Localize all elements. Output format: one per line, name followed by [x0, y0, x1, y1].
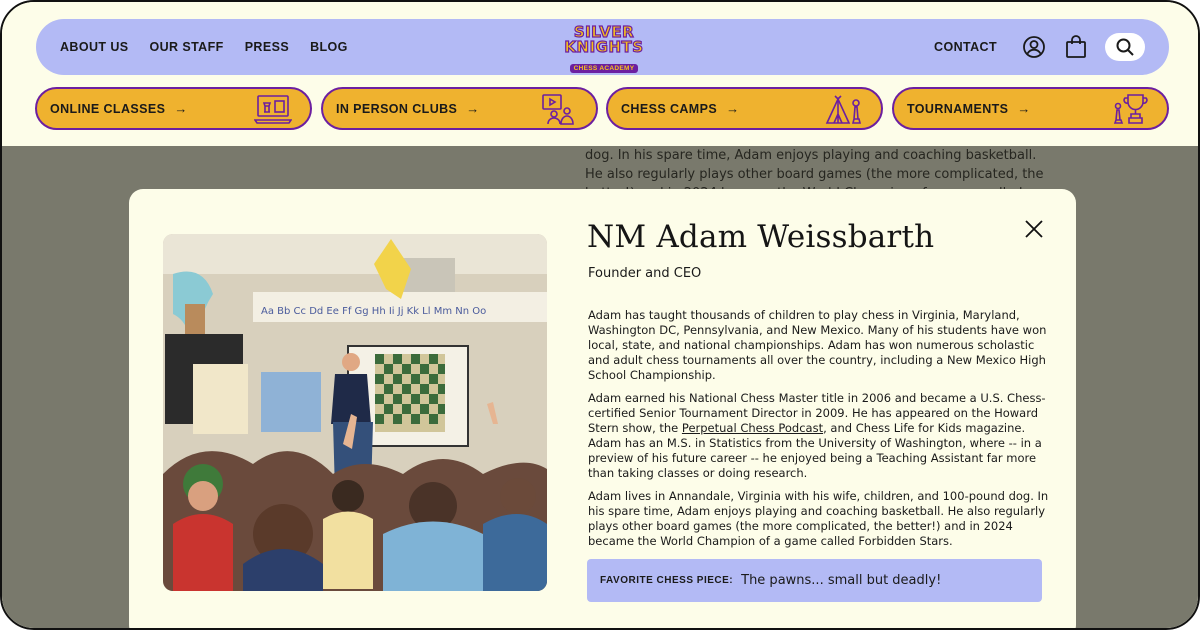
arrow-right-icon: →: [726, 101, 740, 116]
bio-text: Adam earned his National Chess Master title in 2006 and became a U.S. Chess-certified Senior Tournament Director in 2009. He has appeared on the Howard Stern show, the: [588, 391, 1046, 435]
category-label: ONLINE CLASSES: [50, 101, 166, 116]
favorite-piece-label: FAVORITE CHESS PIECE:: [600, 575, 734, 586]
nav-link-blog[interactable]: BLOG: [310, 40, 348, 54]
nav-links: [60, 19, 348, 75]
nav-link-about-us[interactable]: ABOUT US: [60, 40, 129, 54]
staff-name: NM Adam Weissbarth: [587, 219, 935, 255]
trophy-icon: [1111, 93, 1149, 125]
category-in-person-clubs[interactable]: [321, 87, 598, 130]
arrow-right-icon: →: [466, 101, 480, 116]
category-label: CHESS CAMPS: [621, 101, 718, 116]
tent-chess-icon: [825, 93, 863, 125]
bio-paragraph-2: [588, 391, 1050, 481]
search-icon: [1115, 37, 1135, 57]
laptop-chess-icon: [254, 93, 292, 125]
category-tournaments[interactable]: [892, 87, 1169, 130]
bio-paragraph-3: Adam lives in Annandale, Virginia with his wife, children, and 100-pound dog. In his spare time, Adam enjoys playing and coaching basketball. He also regularly plays other board games (the more complicated, the better!) and in 2024 became the World Champion of a game called Forbidden Stars.: [588, 489, 1049, 548]
staff-photo: [163, 234, 547, 591]
favorite-piece-box: [587, 559, 1042, 602]
category-online-classes[interactable]: [35, 87, 312, 130]
logo-line-silver: SILVER: [573, 23, 635, 41]
bio-text: , and Chess Life for Kids magazine. Adam has an M.S. in Statistics from the University of Washington, where -- in a preview of his future career -- he enjoyed being a Teaching Assistant far more than taking classes or doing research.: [588, 421, 1042, 480]
classroom-photo: [163, 234, 547, 591]
nav-right: [934, 19, 1145, 75]
nav-link-press[interactable]: PRESS: [244, 40, 290, 54]
search-button[interactable]: [1105, 33, 1145, 61]
staff-role: Founder and CEO: [588, 266, 702, 281]
site-logo[interactable]: [559, 23, 649, 72]
nav-link-our-staff[interactable]: OUR STAFF: [149, 40, 224, 54]
classroom-icon: [540, 93, 578, 125]
arrow-right-icon: →: [1017, 101, 1031, 116]
arrow-right-icon: →: [174, 101, 188, 116]
category-row: [35, 87, 1169, 130]
staff-bio: [588, 308, 1050, 557]
close-icon: [1022, 217, 1046, 241]
nav-link-contact[interactable]: CONTACT: [934, 40, 997, 54]
perpetual-chess-podcast-link[interactable]: Perpetual Chess Podcast: [681, 421, 824, 435]
logo-line-academy: CHESS ACADEMY: [570, 64, 639, 73]
category-label: TOURNAMENTS: [907, 101, 1009, 116]
close-button[interactable]: [1022, 217, 1046, 241]
site-header: [2, 2, 1200, 146]
bag-icon[interactable]: [1063, 34, 1089, 60]
bio-paragraph-1: Adam has taught thousands of children to play chess in Virginia, Maryland, Washington DC, Pennsylvania, and New Mexico. Many of his students have won local, state, and national championships. Adam has won numerous scholastic and adult chess tournaments all over the country, including a New Mexico High School Championship.: [588, 308, 1047, 382]
main-nav: [36, 19, 1169, 75]
staff-bio-modal: [129, 189, 1076, 630]
category-chess-camps[interactable]: [606, 87, 883, 130]
favorite-piece-value: The pawns... small but deadly!: [741, 573, 942, 588]
logo-line-knights: KNIGHTS: [564, 38, 644, 56]
svg-text:Aa Bb Cc Dd Ee Ff Gg Hh Ii Jj: Aa Bb Cc Dd Ee Ff Gg Hh Ii Jj Kk Ll Mm Nn Oo: [261, 306, 487, 317]
user-icon[interactable]: [1021, 34, 1047, 60]
category-label: IN PERSON CLUBS: [336, 101, 458, 116]
